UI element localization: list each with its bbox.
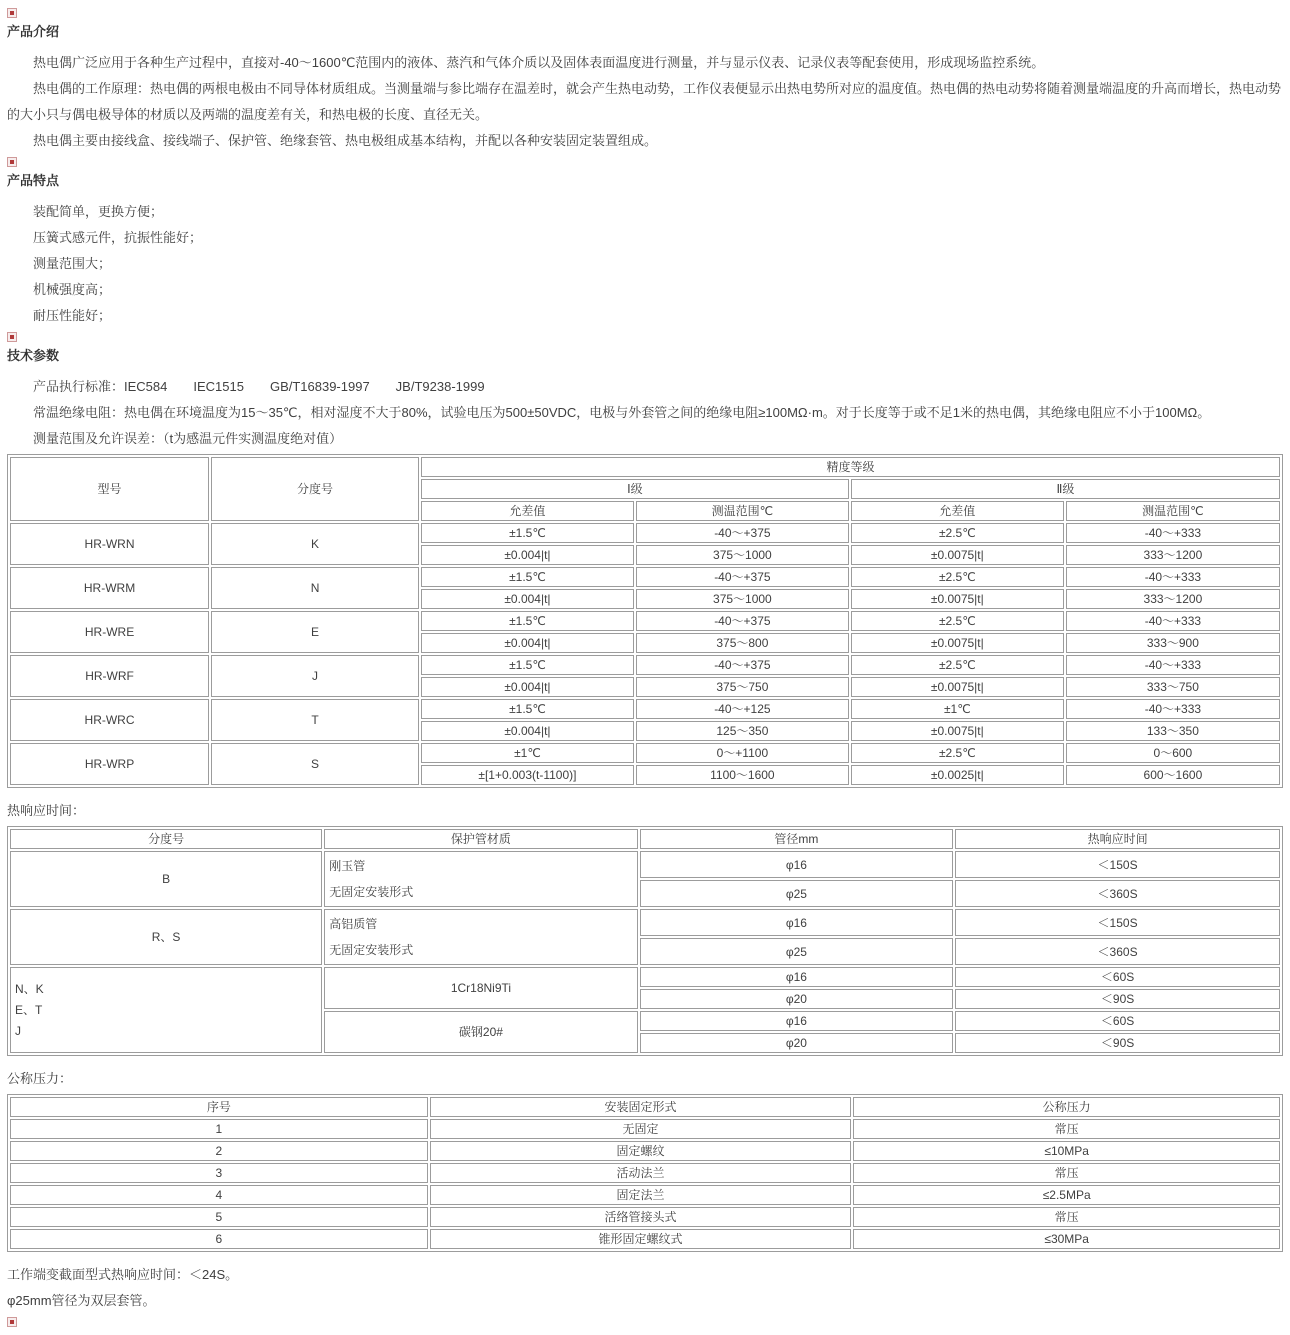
model-cell: HR-WRP — [10, 743, 209, 785]
tolerance-cell: ±1.5℃ — [421, 655, 634, 675]
graduation-cell — [10, 967, 322, 1053]
exec-standard-line: 产品执行标准：IEC584 IEC1515 GB/T16839-1997 JB/T9238-1999 — [33, 379, 485, 394]
header-accuracy-class-cell: 精度等级 — [421, 457, 1280, 477]
tolerance-cell: ±2.5℃ — [851, 567, 1064, 587]
model-cell: HR-WRN — [10, 523, 209, 565]
tolerance-cell: ±0.0075|t| — [851, 677, 1064, 697]
broken-image-row — [7, 1315, 1283, 1329]
tolerance-cell: ±1.5℃ — [421, 611, 634, 631]
model-cell: HR-WRF — [10, 655, 209, 697]
response-time-table — [7, 826, 1283, 1056]
pressure-label: 公称压力： — [7, 1071, 73, 1086]
mounting-cell: 无固定 — [430, 1119, 852, 1139]
diameter-cell: φ16 — [640, 1011, 953, 1031]
graduation-cell: T — [211, 699, 419, 741]
material-mounting: 无固定安装形式 — [329, 943, 414, 957]
table-row — [10, 611, 1280, 631]
mounting-cell: 活动法兰 — [430, 1163, 852, 1183]
note-double-sleeve: φ25mm管径为双层套管。 — [7, 1293, 156, 1308]
diameter-cell: φ25 — [640, 938, 953, 965]
pressure-cell: 常压 — [853, 1207, 1280, 1227]
index-cell: 6 — [10, 1229, 428, 1249]
range-cell: -40～+375 — [636, 611, 849, 631]
tolerance-cell: ±0.004|t| — [421, 633, 634, 653]
material-mounting: 无固定安装形式 — [329, 885, 414, 899]
material-name: 高铝质管 — [329, 917, 378, 931]
broken-image-icon — [7, 1317, 17, 1327]
header-graduation-cell: 分度号 — [211, 457, 419, 521]
range-cell: 375～750 — [636, 677, 849, 697]
table-row — [10, 655, 1280, 675]
range-cell: 333～900 — [1066, 633, 1280, 653]
tolerance-cell: ±1℃ — [421, 743, 634, 763]
model-cell: HR-WRM — [10, 567, 209, 609]
table-row — [10, 523, 1280, 543]
table-row — [10, 699, 1280, 719]
tolerance-cell: ±0.004|t| — [421, 589, 634, 609]
graduation-cell: R、S — [10, 909, 322, 965]
range-cell: -40～+375 — [636, 567, 849, 587]
graduation-line: E、T — [15, 1002, 43, 1017]
index-cell: 1 — [10, 1119, 428, 1139]
intro-paragraph: 热电偶主要由接线盒、接线端子、保护管、绝缘套管、热电极组成基本结构，并配以各种安装固定装置组成。 — [33, 133, 658, 148]
range-cell: 333～1200 — [1066, 545, 1280, 565]
graduation-cell: S — [211, 743, 419, 785]
range-cell: 0～600 — [1066, 743, 1280, 763]
tolerance-cell: ±0.004|t| — [421, 677, 634, 697]
graduation-line: N、K — [15, 981, 44, 996]
pressure-cell: ≤2.5MPa — [853, 1185, 1280, 1205]
intro-paragraph: 热电偶广泛应用于各种生产过程中，直接对-40～1600℃范围内的液体、蒸汽和气体介质以及固体表面温度进行测量，并与显示仪表、记录仪表等配套使用，形成现场监控系统。 — [33, 55, 1045, 70]
header-time-cell: 热响应时间 — [955, 829, 1280, 849]
range-cell: 0～+1100 — [636, 743, 849, 763]
range-cell: -40～+333 — [1066, 523, 1280, 543]
material-name: 刚玉管 — [329, 859, 366, 873]
accuracy-table — [7, 454, 1283, 788]
tolerance-cell: ±1.5℃ — [421, 523, 634, 543]
range-cell: 333～1200 — [1066, 589, 1280, 609]
insulation-line: 常温绝缘电阻：热电偶在环境温度为15～35℃，相对湿度不大于80%，试验电压为500±50VDC，电极与外套管之间的绝缘电阻≥100MΩ·m。对于长度等于或不足1米的热电偶，其绝缘电阻应不小于100MΩ。 — [33, 405, 1211, 420]
broken-image-row — [7, 6, 1283, 20]
range-cell: -40～+375 — [636, 655, 849, 675]
table-row — [10, 1141, 1280, 1161]
range-cell: 333～750 — [1066, 677, 1280, 697]
header-tolerance-cell: 允差值 — [851, 501, 1064, 521]
range-cell: -40～+375 — [636, 523, 849, 543]
feature-item: 耐压性能好； — [33, 308, 112, 323]
material-cell — [324, 851, 637, 907]
diameter-cell: φ16 — [640, 967, 953, 987]
tolerance-cell: ±0.0075|t| — [851, 589, 1064, 609]
time-cell: ＜90S — [955, 989, 1280, 1009]
pressure-cell: 常压 — [853, 1163, 1280, 1183]
header-range-cell: 测温范围℃ — [1066, 501, 1280, 521]
index-cell: 4 — [10, 1185, 428, 1205]
tolerance-cell: ±2.5℃ — [851, 523, 1064, 543]
graduation-cell: N — [211, 567, 419, 609]
tolerance-cell: ±2.5℃ — [851, 743, 1064, 763]
index-cell: 5 — [10, 1207, 428, 1227]
graduation-cell: J — [211, 655, 419, 697]
header-material-cell: 保护管材质 — [324, 829, 637, 849]
header-graduation-cell: 分度号 — [10, 829, 322, 849]
feature-item: 测量范围大； — [33, 256, 112, 271]
pressure-cell: ≤30MPa — [853, 1229, 1280, 1249]
header-model-cell: 型号 — [10, 457, 209, 521]
range-note-line: 测量范围及允许误差：（t为感温元件实测温度绝对值） — [33, 431, 343, 446]
feature-item: 装配简单，更换方便； — [33, 204, 164, 219]
material-cell: 碳钢20# — [324, 1011, 637, 1053]
table-row — [10, 1185, 1280, 1205]
model-cell: HR-WRC — [10, 699, 209, 741]
range-cell: 375～800 — [636, 633, 849, 653]
mounting-cell: 固定法兰 — [430, 1185, 852, 1205]
material-cell — [324, 909, 637, 965]
diameter-cell: φ20 — [640, 1033, 953, 1053]
tolerance-cell: ±1.5℃ — [421, 567, 634, 587]
range-cell: 375～1000 — [636, 545, 849, 565]
time-cell: ＜150S — [955, 851, 1280, 878]
pressure-cell: 常压 — [853, 1119, 1280, 1139]
tolerance-cell: ±2.5℃ — [851, 655, 1064, 675]
feature-item: 机械强度高； — [33, 282, 112, 297]
features-section-title: 产品特点 — [7, 173, 60, 188]
graduation-cell: B — [10, 851, 322, 907]
index-cell: 3 — [10, 1163, 428, 1183]
header-grade2-cell: Ⅱ级 — [851, 479, 1280, 499]
tolerance-cell: ±0.0075|t| — [851, 633, 1064, 653]
broken-image-row — [7, 330, 1283, 344]
tolerance-cell: ±0.004|t| — [421, 721, 634, 741]
diameter-cell: φ16 — [640, 909, 953, 936]
time-cell: ＜60S — [955, 967, 1280, 987]
pressure-table — [7, 1094, 1283, 1252]
time-cell: ＜60S — [955, 1011, 1280, 1031]
graduation-cell: K — [211, 523, 419, 565]
range-cell: 133～350 — [1066, 721, 1280, 741]
range-cell: 125～350 — [636, 721, 849, 741]
table-row — [10, 1119, 1280, 1139]
broken-image-icon — [7, 8, 17, 18]
tolerance-cell: ±1℃ — [851, 699, 1064, 719]
time-cell: ＜150S — [955, 909, 1280, 936]
broken-image-icon — [7, 157, 17, 167]
table-row — [10, 567, 1280, 587]
model-cell: HR-WRE — [10, 611, 209, 653]
table-row — [10, 909, 1280, 936]
graduation-cell: E — [211, 611, 419, 653]
diameter-cell: φ20 — [640, 989, 953, 1009]
broken-image-row — [7, 155, 1283, 169]
table-row — [10, 1207, 1280, 1227]
material-cell: 1Cr18Ni9Ti — [324, 967, 637, 1009]
range-cell: -40～+125 — [636, 699, 849, 719]
tolerance-cell: ±2.5℃ — [851, 611, 1064, 631]
tech-section-title: 技术参数 — [7, 348, 60, 363]
header-tolerance-cell: 允差值 — [421, 501, 634, 521]
tolerance-cell: ±1.5℃ — [421, 699, 634, 719]
range-cell: -40～+333 — [1066, 611, 1280, 631]
tolerance-cell: ±[1+0.003(t-1100)] — [421, 765, 634, 785]
range-cell: -40～+333 — [1066, 655, 1280, 675]
header-pressure-cell: 公称压力 — [853, 1097, 1280, 1117]
time-cell: ＜90S — [955, 1033, 1280, 1053]
table-row — [10, 967, 1280, 987]
range-cell: 375～1000 — [636, 589, 849, 609]
tolerance-cell: ±0.0025|t| — [851, 765, 1064, 785]
time-cell: ＜360S — [955, 938, 1280, 965]
table-row — [10, 1163, 1280, 1183]
tolerance-cell: ±0.004|t| — [421, 545, 634, 565]
header-index-cell: 序号 — [10, 1097, 428, 1117]
note-response-time: 工作端变截面型式热响应时间：＜24S。 — [7, 1267, 239, 1282]
pressure-cell: ≤10MPa — [853, 1141, 1280, 1161]
intro-section-title: 产品介绍 — [7, 24, 60, 39]
intro-paragraph: 热电偶的工作原理：热电偶的两根电极由不同导体材质组成。当测量端与参比端存在温差时，就会产生热电动势，工作仪表便显示出热电势所对应的温度值。热电偶的热电动势将随着测量端温度的升高而增长，热电动势的大小只与偶电极导体的材质以及两端的温度差有关，和热电极的长度、直径无关。 — [7, 81, 1282, 122]
range-cell: 1100～1600 — [636, 765, 849, 785]
mounting-cell: 锥形固定螺纹式 — [430, 1229, 852, 1249]
diameter-cell: φ16 — [640, 851, 953, 878]
mounting-cell: 活络管接头式 — [430, 1207, 852, 1227]
graduation-line: J — [15, 1023, 21, 1038]
header-mounting-cell: 安装固定形式 — [430, 1097, 852, 1117]
index-cell: 2 — [10, 1141, 428, 1161]
time-cell: ＜360S — [955, 880, 1280, 907]
table-row — [10, 1229, 1280, 1249]
range-cell: -40～+333 — [1066, 567, 1280, 587]
header-range-cell: 测温范围℃ — [636, 501, 849, 521]
header-grade1-cell: Ⅰ级 — [421, 479, 849, 499]
response-time-label: 热响应时间： — [7, 803, 86, 818]
table-row — [10, 851, 1280, 878]
table-row — [10, 743, 1280, 763]
tolerance-cell: ±0.0075|t| — [851, 721, 1064, 741]
range-cell: -40～+333 — [1066, 699, 1280, 719]
tolerance-cell: ±0.0075|t| — [851, 545, 1064, 565]
header-diameter-cell: 管径mm — [640, 829, 953, 849]
mounting-cell: 固定螺纹 — [430, 1141, 852, 1161]
range-cell: 600～1600 — [1066, 765, 1280, 785]
feature-item: 压簧式感元件，抗振性能好； — [33, 230, 203, 245]
broken-image-icon — [7, 332, 17, 342]
diameter-cell: φ25 — [640, 880, 953, 907]
